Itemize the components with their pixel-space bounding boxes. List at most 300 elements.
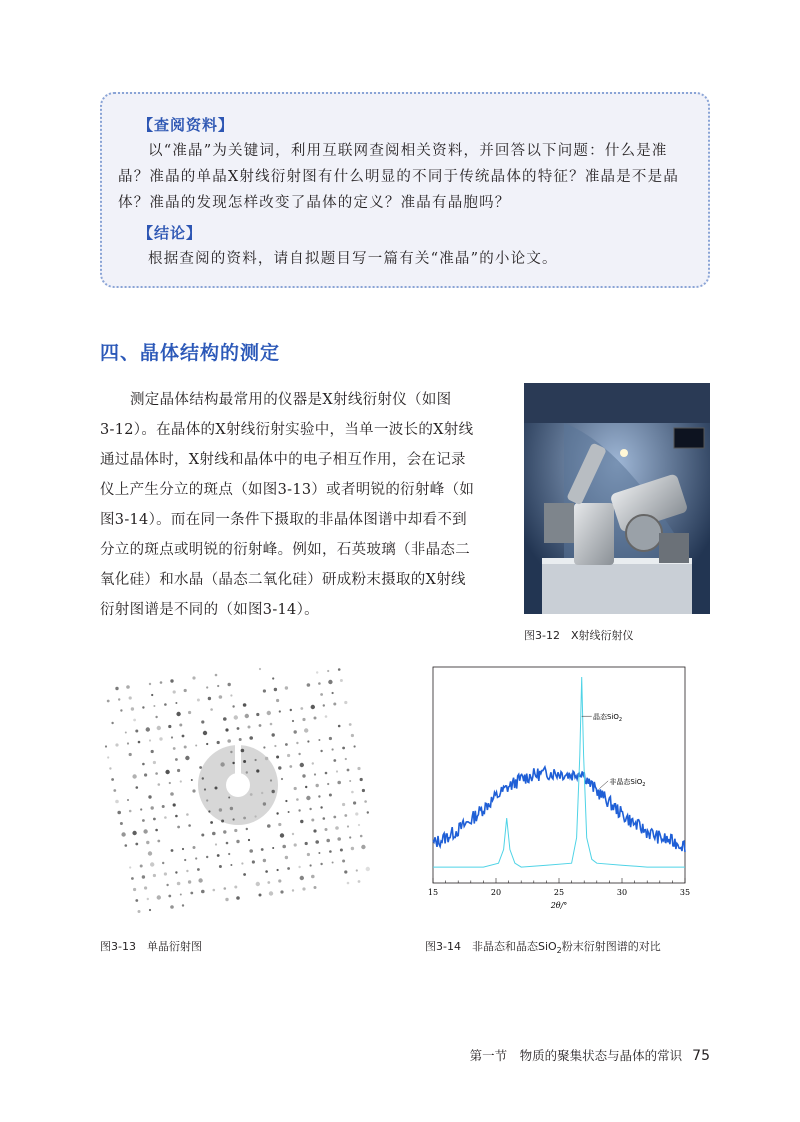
diffraction-spot bbox=[320, 863, 322, 865]
diffraction-spot bbox=[243, 760, 246, 763]
diffraction-spot bbox=[300, 763, 304, 767]
diffraction-spot bbox=[278, 879, 281, 882]
diffraction-spot bbox=[232, 762, 234, 764]
diffraction-spot bbox=[265, 870, 268, 873]
diffraction-spot bbox=[217, 854, 220, 857]
body-paragraph bbox=[100, 385, 512, 625]
x-tick-label: 15 bbox=[427, 888, 439, 897]
diffraction-spot bbox=[175, 871, 177, 873]
series-amorphous-line bbox=[433, 767, 685, 852]
fig14-caption bbox=[425, 938, 661, 955]
diffraction-spot bbox=[169, 782, 171, 784]
diffraction-spot bbox=[307, 683, 311, 687]
diffraction-spot bbox=[267, 824, 271, 828]
diffraction-spot bbox=[182, 904, 184, 906]
diffraction-spot bbox=[241, 749, 245, 753]
diffraction-spot bbox=[292, 833, 294, 835]
beam-stop bbox=[235, 740, 241, 780]
diffraction-spot bbox=[223, 830, 226, 833]
diffraction-spot bbox=[337, 837, 341, 841]
diffraction-spot bbox=[237, 727, 240, 730]
diffraction-spot bbox=[173, 803, 176, 806]
diffraction-spot bbox=[153, 705, 155, 707]
diffraction-spot bbox=[329, 737, 332, 740]
diffraction-spot bbox=[190, 892, 193, 895]
diffraction-spot bbox=[302, 774, 305, 777]
diffraction-spot bbox=[320, 750, 322, 752]
research-line-2: 晶？准晶的单晶X射线衍射图有什么明显的不同于传统晶体的特征？准晶是不是晶 bbox=[118, 169, 680, 185]
conclusion-heading: 【结论】 bbox=[138, 224, 203, 242]
diffraction-spot bbox=[230, 694, 232, 696]
diffraction-spot bbox=[220, 762, 224, 766]
diffraction-spot bbox=[160, 681, 163, 684]
diffraction-spot bbox=[243, 703, 247, 707]
diffraction-spot bbox=[243, 817, 246, 820]
research-line-1: 以“准晶”为关键词，利用互联网查阅相关资料，并回答以下问题：什么是准 bbox=[148, 143, 668, 159]
diffraction-spot bbox=[215, 674, 218, 677]
diffraction-spot bbox=[184, 689, 187, 692]
diffraction-spot bbox=[197, 699, 200, 702]
diffraction-spot bbox=[349, 780, 351, 782]
diffraction-spot bbox=[278, 766, 281, 769]
body-line: 3-12）。在晶体的X射线衍射实验中，当单一波长的X射线 bbox=[100, 422, 474, 438]
diffraction-spot bbox=[151, 694, 153, 696]
diffraction-spot bbox=[241, 862, 243, 864]
diffraction-spot bbox=[144, 886, 147, 889]
diffraction-spot bbox=[168, 895, 171, 898]
diffraction-spot bbox=[274, 745, 276, 747]
diffraction-spot bbox=[280, 890, 283, 893]
diffraction-spot bbox=[170, 792, 174, 796]
diffraction-spot bbox=[347, 825, 349, 827]
diffraction-spot bbox=[298, 866, 300, 868]
diffraction-spot bbox=[146, 841, 149, 844]
diffraction-spot bbox=[347, 882, 350, 885]
diffraction-spot bbox=[188, 711, 191, 714]
x-tick-label: 30 bbox=[616, 888, 628, 897]
annotation-label: 晶态SiO$_2$ bbox=[593, 713, 623, 724]
diffraction-spot bbox=[105, 745, 107, 747]
diffraction-spot bbox=[234, 715, 238, 719]
diffraction-spot bbox=[150, 862, 154, 866]
diffraction-spot bbox=[186, 813, 189, 816]
diffraction-spot bbox=[201, 720, 204, 723]
diffraction-spot bbox=[316, 671, 318, 673]
diffraction-spot bbox=[142, 763, 145, 766]
diffraction-spot bbox=[173, 747, 176, 750]
diffraction-spot bbox=[285, 686, 288, 689]
diffraction-spot bbox=[140, 808, 142, 810]
diffraction-spot bbox=[109, 767, 111, 769]
diffraction-spot bbox=[118, 698, 120, 700]
diffraction-spot bbox=[351, 734, 354, 737]
diffraction-spot bbox=[115, 743, 118, 746]
diffraction-spot bbox=[307, 740, 309, 742]
diffraction-spot bbox=[158, 783, 161, 786]
diffraction-spot bbox=[129, 753, 132, 756]
diffraction-spot bbox=[270, 723, 273, 726]
diffraction-spot bbox=[342, 747, 345, 750]
diffraction-spot bbox=[276, 756, 279, 759]
diffraction-spot bbox=[192, 676, 195, 679]
diffraction-spot bbox=[362, 789, 365, 792]
diffraction-spot bbox=[261, 792, 263, 794]
diffraction-spot bbox=[316, 784, 319, 787]
diffraction-spot bbox=[219, 808, 222, 811]
diffraction-spot bbox=[239, 738, 242, 741]
diffraction-spot bbox=[323, 704, 325, 706]
diffraction-spot bbox=[132, 774, 136, 778]
diffraction-spot bbox=[149, 909, 151, 911]
diffraction-spot bbox=[248, 726, 251, 729]
diffraction-spot bbox=[259, 668, 261, 670]
diffraction-spot bbox=[180, 780, 182, 782]
page-number: 75 bbox=[692, 1048, 710, 1064]
diffraction-spot bbox=[142, 875, 145, 878]
diffraction-spot bbox=[272, 847, 274, 849]
diffraction-spot bbox=[233, 818, 235, 820]
diffraction-spot bbox=[302, 887, 305, 890]
diffraction-spot bbox=[191, 779, 193, 781]
diffraction-spot bbox=[256, 882, 260, 886]
diffraction-spot bbox=[120, 709, 122, 711]
diffraction-spot bbox=[184, 859, 186, 861]
diffraction-spot bbox=[177, 826, 180, 829]
diffraction-spot bbox=[148, 851, 152, 855]
diffraction-spot bbox=[107, 700, 110, 703]
series-crystalline-line bbox=[433, 677, 685, 867]
diffraction-spot bbox=[296, 742, 298, 744]
diffraction-spot bbox=[327, 783, 329, 785]
diffraction-spot bbox=[175, 758, 178, 761]
fig14-caption-pre: 图3-14 非晶态和晶态SiO bbox=[425, 940, 557, 953]
diffraction-spot bbox=[285, 800, 287, 802]
diffraction-spot bbox=[272, 733, 275, 736]
diffraction-spot bbox=[203, 731, 207, 735]
diffraction-spot bbox=[157, 840, 160, 843]
diffraction-spot bbox=[225, 898, 228, 901]
diffraction-spot bbox=[314, 886, 317, 889]
annotation-subscript: 2 bbox=[618, 717, 623, 724]
fig14-caption-post: 粉末衍射图谱的对比 bbox=[561, 940, 661, 953]
diffraction-spot bbox=[270, 779, 272, 781]
diffraction-spot bbox=[179, 724, 182, 727]
diffraction-spot bbox=[176, 712, 180, 716]
diffraction-spot bbox=[325, 828, 328, 831]
diffraction-spot bbox=[360, 835, 363, 838]
diffraction-spot bbox=[309, 808, 311, 810]
diffraction-spot bbox=[125, 844, 128, 847]
diffraction-spot bbox=[133, 719, 136, 722]
diffraction-spot bbox=[126, 685, 130, 689]
diffraction-spot bbox=[245, 714, 249, 718]
diffraction-spot bbox=[265, 757, 268, 760]
diffraction-spot bbox=[164, 816, 167, 819]
body-line: 仪上产生分立的斑点（如图3-13）或者明锐的衍射峰（如 bbox=[100, 482, 475, 498]
diffraction-spot bbox=[227, 739, 231, 743]
diffraction-spot bbox=[274, 688, 277, 691]
diffraction-spot bbox=[206, 686, 208, 688]
diffraction-spot bbox=[193, 846, 196, 849]
diffraction-spot bbox=[210, 708, 213, 711]
diffraction-spot bbox=[217, 741, 220, 744]
diffraction-spot bbox=[202, 777, 204, 779]
diffraction-spot bbox=[305, 786, 307, 788]
diffraction-spot bbox=[351, 847, 354, 850]
diffraction-spot bbox=[261, 848, 264, 851]
diffraction-spot bbox=[300, 876, 304, 880]
diffraction-spot bbox=[335, 826, 339, 830]
diffraction-spot bbox=[201, 890, 205, 894]
diffraction-spot bbox=[136, 786, 139, 789]
diffraction-spot bbox=[246, 771, 248, 773]
section-title: 四、晶体结构的测定 bbox=[100, 342, 281, 364]
diffraction-spot bbox=[142, 819, 145, 822]
diffraction-spot bbox=[188, 880, 191, 883]
diffraction-spot bbox=[197, 868, 200, 871]
diffraction-spot bbox=[272, 790, 275, 793]
diffraction-spot bbox=[226, 842, 229, 845]
diffraction-spot bbox=[353, 801, 356, 804]
diffraction-spot bbox=[336, 770, 338, 772]
diffraction-spot bbox=[318, 852, 320, 854]
diffraction-spot bbox=[292, 720, 294, 722]
diffraction-spot bbox=[311, 819, 314, 822]
diffraction-spot bbox=[153, 874, 156, 877]
diffraction-spot bbox=[206, 856, 208, 858]
diffraction-spot bbox=[120, 822, 123, 825]
diffraction-spot bbox=[185, 756, 189, 760]
diffraction-spot bbox=[263, 859, 266, 862]
diffraction-spot bbox=[182, 848, 184, 850]
diffraction-spot bbox=[138, 910, 141, 913]
diffraction-spot bbox=[177, 882, 181, 886]
diffraction-spot bbox=[296, 798, 299, 801]
diffraction-spot bbox=[332, 692, 334, 694]
diffraction-spot bbox=[329, 794, 332, 797]
research-heading: 【查阅资料】 bbox=[138, 116, 235, 134]
diffraction-spot bbox=[148, 795, 151, 798]
body-line: 通过晶体时，X射线和晶体中的电子相互作用，会在记录 bbox=[100, 452, 466, 468]
diffraction-spot bbox=[142, 706, 144, 708]
diffraction-spot bbox=[337, 781, 341, 785]
diffraction-spot bbox=[281, 778, 283, 780]
conclusion-text: 根据查阅的资料，请自拟题目写一篇有关“准晶”的小论文。 bbox=[148, 251, 558, 267]
diffraction-spot bbox=[289, 765, 292, 768]
diffraction-spot bbox=[155, 716, 157, 718]
diffraction-spot bbox=[332, 862, 334, 864]
diffraction-spot bbox=[155, 772, 158, 775]
body-line: 测定晶体结构最常用的仪器是X射线衍射仪（如图 bbox=[130, 392, 452, 408]
research-line-3: 体？准晶的发现怎样改变了晶体的定义？准晶有晶胞吗？ bbox=[118, 195, 511, 211]
fig13-caption: 图3-13 单晶衍射图 bbox=[100, 940, 202, 953]
diffraction-spot bbox=[256, 769, 259, 772]
diffraction-spot bbox=[310, 864, 312, 866]
diffraction-spot bbox=[195, 857, 197, 859]
diffraction-spot bbox=[349, 836, 351, 838]
diffraction-spot bbox=[111, 722, 113, 724]
diffraction-spot bbox=[129, 866, 131, 868]
diffraction-spot bbox=[340, 679, 343, 682]
diffraction-spot bbox=[217, 685, 219, 687]
diffraction-spot bbox=[347, 769, 350, 772]
single-crystal-diffraction-image bbox=[100, 665, 372, 930]
diffraction-spot bbox=[294, 787, 297, 790]
diffraction-spot bbox=[357, 767, 360, 770]
diffraction-spot bbox=[246, 828, 248, 830]
diffraction-spot bbox=[285, 743, 288, 746]
diffraction-spot bbox=[338, 668, 341, 671]
fig14-caption-sub: 2 bbox=[556, 946, 562, 956]
diffraction-spot bbox=[143, 829, 147, 833]
diffraction-spot bbox=[279, 710, 281, 712]
diffraction-spot bbox=[186, 870, 188, 872]
diffraction-spot bbox=[318, 739, 320, 741]
diffraction-spot bbox=[277, 869, 279, 871]
diffraction-spot bbox=[325, 715, 328, 718]
diffraction-spot bbox=[364, 800, 367, 803]
body-line: 图3-14）。而在同一条件下摄取的非晶体图谱中却看不到 bbox=[100, 512, 467, 528]
diffraction-spot bbox=[300, 707, 303, 710]
diffraction-spot bbox=[225, 728, 228, 731]
diffraction-spot bbox=[228, 683, 231, 686]
diffraction-spot bbox=[132, 831, 136, 835]
diffraction-spot bbox=[304, 728, 308, 732]
diffraction-spot bbox=[282, 845, 286, 849]
diffraction-spot bbox=[320, 693, 323, 696]
diffraction-spot bbox=[280, 833, 284, 837]
x-axis-label: 2θ/° bbox=[550, 901, 568, 910]
diffraction-spot bbox=[166, 884, 168, 886]
diffraction-spot bbox=[255, 759, 257, 761]
diffraction-spot bbox=[354, 745, 356, 747]
diffraction-spot bbox=[320, 806, 322, 808]
diffraction-spot bbox=[151, 806, 154, 809]
diffraction-spot bbox=[340, 849, 343, 852]
diffraction-spot bbox=[269, 891, 273, 895]
diffraction-spot bbox=[188, 824, 191, 827]
diffraction-spot bbox=[367, 811, 369, 813]
diffraction-spot bbox=[175, 702, 177, 704]
diffraction-spot bbox=[327, 670, 329, 672]
diffraction-spot bbox=[294, 730, 297, 733]
diffraction-spot bbox=[236, 840, 239, 843]
diffraction-spot bbox=[288, 811, 290, 813]
diffraction-spot bbox=[267, 881, 270, 884]
diffraction-spot bbox=[256, 713, 259, 716]
diffraction-spot bbox=[306, 796, 310, 800]
diffraction-spot bbox=[276, 699, 279, 702]
diffraction-spot bbox=[287, 867, 290, 870]
diffraction-spot bbox=[356, 869, 358, 871]
diffraction-spot bbox=[127, 799, 129, 801]
diffraction-spot bbox=[236, 896, 240, 900]
diffraction-spot bbox=[159, 737, 162, 740]
diffraction-spot bbox=[323, 817, 326, 820]
diffraction-spot bbox=[147, 898, 149, 900]
diffraction-spot bbox=[344, 701, 347, 704]
diffraction-spot bbox=[230, 751, 232, 753]
diffraction-spot bbox=[345, 758, 347, 760]
xrd-chart bbox=[425, 663, 695, 925]
diffraction-spot bbox=[294, 843, 297, 846]
diffraction-spot bbox=[177, 769, 180, 772]
body-line: 氧化硅）和水晶（晶态二氧化硅）研成粉末摄取的X射线 bbox=[100, 572, 466, 588]
annotation-subscript: 2 bbox=[642, 781, 646, 788]
diffraction-spot bbox=[213, 889, 216, 892]
diffraction-spot bbox=[344, 870, 347, 873]
diffraction-spot bbox=[333, 703, 336, 706]
diffraction-spot bbox=[157, 726, 161, 730]
diffraction-spot bbox=[212, 832, 216, 836]
diffraction-spot bbox=[230, 807, 233, 810]
diffraction-spot bbox=[366, 867, 370, 871]
diffraction-spot bbox=[144, 773, 147, 776]
diffraction-spot bbox=[153, 761, 156, 764]
diffraction-spot bbox=[358, 880, 361, 883]
diffraction-spot bbox=[338, 725, 341, 728]
x-tick-label: 20 bbox=[490, 888, 502, 897]
diffraction-spot bbox=[315, 840, 319, 844]
xray-diffractometer-photo bbox=[524, 383, 710, 614]
diffraction-spot bbox=[252, 860, 255, 863]
diffraction-spot bbox=[267, 711, 271, 715]
diffraction-spot bbox=[249, 736, 253, 740]
diffraction-spot bbox=[184, 746, 187, 749]
diffraction-spot bbox=[173, 690, 176, 693]
diffraction-spot bbox=[129, 696, 132, 699]
diffraction-spot bbox=[151, 750, 154, 753]
diffraction-spot bbox=[285, 856, 288, 859]
diffraction-spot bbox=[259, 894, 262, 897]
diffraction-spot bbox=[263, 689, 266, 692]
diffraction-spot bbox=[302, 718, 305, 721]
diffraction-spot bbox=[290, 709, 292, 711]
diffraction-spot bbox=[311, 705, 315, 709]
diffraction-spot bbox=[115, 687, 118, 690]
annotation-label: 非晶态SiO$_2$ bbox=[609, 777, 646, 788]
diffraction-spot bbox=[219, 865, 222, 868]
diffraction-spot bbox=[248, 839, 250, 841]
diffraction-spot bbox=[313, 829, 316, 832]
diffraction-spot bbox=[180, 894, 182, 896]
diffraction-spot bbox=[332, 748, 334, 750]
x-tick-label: 35 bbox=[679, 888, 691, 897]
diffraction-spot bbox=[292, 889, 294, 891]
page-footer bbox=[470, 1046, 710, 1064]
diffraction-spot bbox=[215, 843, 217, 845]
diffraction-spot bbox=[171, 849, 174, 852]
diffraction-spot bbox=[206, 743, 208, 745]
research-box bbox=[100, 92, 710, 288]
diffraction-spot bbox=[170, 679, 173, 682]
diffraction-spot bbox=[111, 778, 114, 781]
diffraction-spot bbox=[318, 682, 321, 685]
diffraction-spot bbox=[287, 754, 290, 757]
diffraction-spot bbox=[351, 791, 354, 794]
diffraction-spot bbox=[314, 773, 316, 775]
diffraction-spot bbox=[125, 732, 127, 734]
diffraction-spot bbox=[230, 864, 232, 866]
diffraction-spot bbox=[131, 707, 134, 710]
diffraction-spot bbox=[329, 850, 332, 853]
diffraction-spot bbox=[162, 862, 164, 864]
diffraction-spot bbox=[259, 724, 262, 727]
diffraction-spot bbox=[199, 766, 202, 769]
fig12-caption: 图3-12 X射线衍射仪 bbox=[524, 629, 634, 642]
diffraction-spot bbox=[249, 849, 253, 853]
diffraction-spot bbox=[276, 812, 278, 814]
